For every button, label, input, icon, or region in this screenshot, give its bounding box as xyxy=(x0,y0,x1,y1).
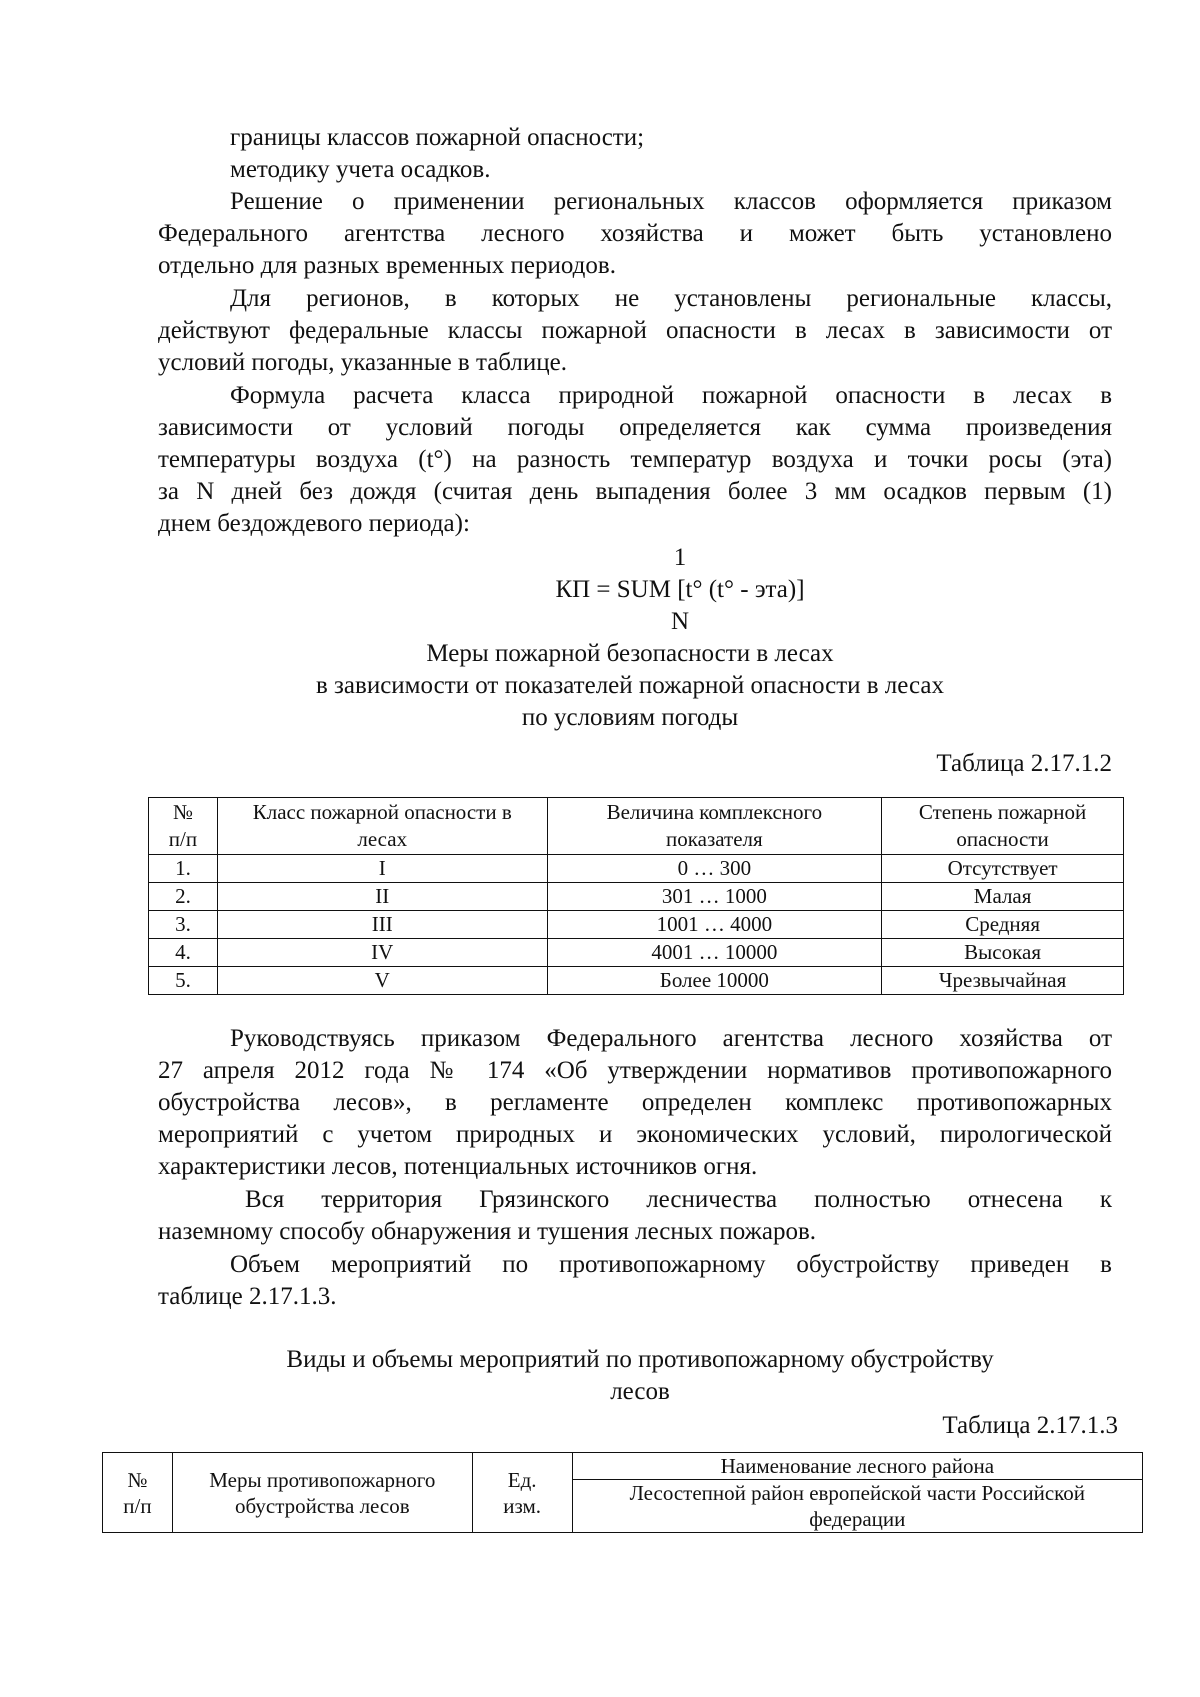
cell-number: 4. xyxy=(149,939,218,967)
text-line: Руководствуясь приказом Федерального агентства лесного хозяйства от xyxy=(230,1025,1112,1052)
table-row xyxy=(149,855,1124,883)
cell-index-value: 1001 … 4000 xyxy=(547,911,882,939)
cell-danger-degree: Малая xyxy=(882,883,1124,911)
header-measures: Меры противопожарного обустройства лесов xyxy=(172,1453,472,1533)
text-line: зависимости от условий погоды определяется как сумма произведения xyxy=(158,414,1112,441)
text-line: отдельно для разных временных периодов. xyxy=(158,252,616,279)
fire-danger-classes-table xyxy=(148,797,1124,995)
cell-index-value: 0 … 300 xyxy=(547,855,882,883)
text-line: Объем мероприятий по противопожарному обустройству приведен в xyxy=(230,1251,1112,1278)
formula-denominator: N xyxy=(670,608,690,635)
table-row xyxy=(149,967,1124,995)
table-title-line: лесов xyxy=(610,1378,670,1405)
header-number: № п/п xyxy=(149,798,218,855)
table-caption: Таблица 2.17.1.3 xyxy=(942,1412,1118,1439)
text-line: Вся территория Грязинского лесничества полностью отнесена к xyxy=(245,1186,1112,1213)
text-line: Решение о применении региональных классов оформляется приказом xyxy=(230,188,1112,215)
text-line: Формула расчета класса природной пожарной опасности в лесах в xyxy=(230,382,1112,409)
cell-class: II xyxy=(217,883,547,911)
cell-class: IV xyxy=(217,939,547,967)
text-line: Федерального агентства лесного хозяйства и может быть установлено xyxy=(158,220,1112,247)
header-unit: Ед. изм. xyxy=(472,1453,572,1533)
table-title-line: Виды и объемы мероприятий по противопожарному обустройству xyxy=(286,1346,994,1373)
table-row xyxy=(149,883,1124,911)
text-line: Для регионов, в которых не установлены региональные классы, xyxy=(230,285,1112,312)
text-line: таблице 2.17.1.3. xyxy=(158,1283,337,1310)
formula-numerator: 1 xyxy=(673,544,687,571)
cell-index-value: 301 … 1000 xyxy=(547,883,882,911)
text-line: действуют федеральные классы пожарной опасности в лесах в зависимости от xyxy=(158,317,1112,344)
table-title-line: в зависимости от показателей пожарной опасности в лесах xyxy=(315,672,944,699)
cell-danger-degree: Высокая xyxy=(882,939,1124,967)
table-caption: Таблица 2.17.1.2 xyxy=(936,750,1112,777)
cell-danger-degree: Чрезвычайная xyxy=(882,967,1124,995)
text-line: методику учета осадков. xyxy=(230,156,491,183)
header-class: Класс пожарной опасности в лесах xyxy=(217,798,547,855)
cell-danger-degree: Отсутствует xyxy=(882,855,1124,883)
text-line: мероприятий с учетом природных и экономических условий, пирологической xyxy=(158,1121,1112,1148)
table-row xyxy=(149,939,1124,967)
table-header-row xyxy=(103,1453,1143,1480)
cell-class: V xyxy=(217,967,547,995)
fire-prevention-measures-table xyxy=(102,1452,1143,1533)
text-line: характеристики лесов, потенциальных источников огня. xyxy=(158,1153,758,1180)
cell-class: I xyxy=(217,855,547,883)
text-line: условий погоды, указанные в таблице. xyxy=(158,349,567,376)
header-danger-degree: Степень пожарной опасности xyxy=(882,798,1124,855)
cell-number: 5. xyxy=(149,967,218,995)
header-number: № п/п xyxy=(103,1453,173,1533)
cell-number: 3. xyxy=(149,911,218,939)
table-title-line: по условиям погоды xyxy=(521,704,739,731)
cell-number: 2. xyxy=(149,883,218,911)
text-line: днем бездождевого периода): xyxy=(158,510,470,537)
cell-index-value: 4001 … 10000 xyxy=(547,939,882,967)
header-forest-region: Наименование лесного района xyxy=(572,1453,1142,1480)
cell-index-value: Более 10000 xyxy=(547,967,882,995)
cell-class: III xyxy=(217,911,547,939)
cell-danger-degree: Средняя xyxy=(882,911,1124,939)
table-row xyxy=(149,911,1124,939)
text-line: границы классов пожарной опасности; xyxy=(230,124,645,151)
text-line: наземному способу обнаружения и тушения лесных пожаров. xyxy=(158,1218,817,1245)
header-forest-region-name: Лесостепной район европейской части Российской федерации xyxy=(572,1480,1142,1533)
table-title-line: Меры пожарной безопасности в лесах xyxy=(426,640,834,667)
table-header-row xyxy=(149,798,1124,855)
formula-main: КП = SUM [t° (t° - эта)] xyxy=(555,576,805,603)
text-line: за N дней без дождя (считая день выпадения более 3 мм осадков первым (1) xyxy=(158,478,1112,505)
text-line: обустройства лесов», в регламенте определен комплекс противопожарных xyxy=(158,1089,1112,1116)
header-index-value: Величина комплексного показателя xyxy=(547,798,882,855)
text-line: 27 апреля 2012 года № 174 «Об утверждении нормативов противопожарного xyxy=(158,1057,1112,1084)
text-line: температуры воздуха (t°) на разность температур воздуха и точки росы (эта) xyxy=(158,446,1112,473)
cell-number: 1. xyxy=(149,855,218,883)
